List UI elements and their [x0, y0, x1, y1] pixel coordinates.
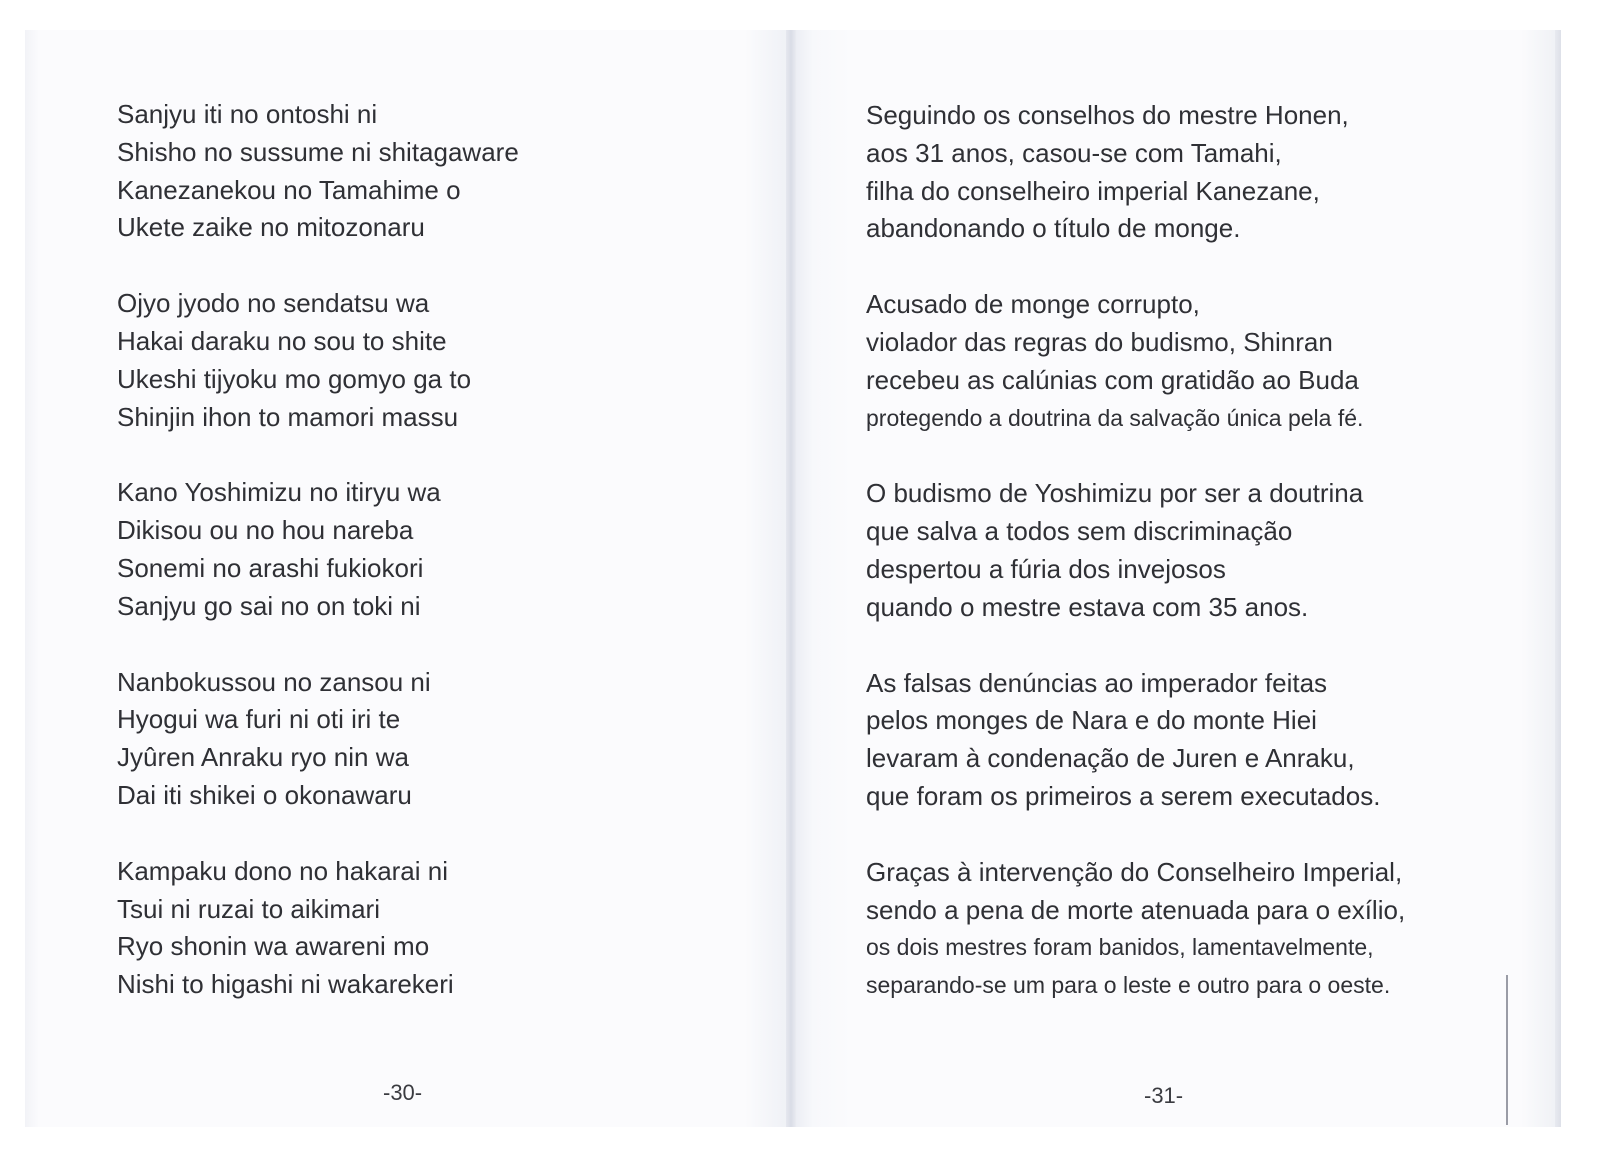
- verse-line: Dikisou ou no hou nareba: [117, 515, 414, 546]
- translation-line: As falsas denúncias ao imperador feitas: [866, 667, 1328, 698]
- verse-line: Nishi to higashi ni wakarekeri: [117, 969, 454, 1000]
- translation-line: recebeu as calúnias com gratidão ao Buda: [866, 364, 1359, 395]
- verse-line: Shinjin ihon to mamori massu: [117, 401, 459, 432]
- translation-stanza: [866, 97, 1556, 248]
- book-gutter: [786, 30, 796, 1127]
- verse-line: Shisho no sussume ni shitagaware: [117, 136, 519, 167]
- translation-line: os dois mestres foram banidos, lamentavelmente,: [866, 934, 1374, 961]
- verse-stanza: [117, 474, 757, 625]
- verse-stanza: [117, 664, 757, 815]
- verse-line: Sanjyu iti no ontoshi ni: [117, 99, 378, 129]
- verse-stanza: [117, 96, 757, 247]
- verse-line: Kampaku dono no hakarai ni: [117, 855, 449, 886]
- verse-line: Ryo shonin wa awareni mo: [117, 931, 430, 962]
- verse-stanza: [117, 285, 757, 436]
- translation-line: filha do conselheiro imperial Kanezane,: [866, 175, 1320, 206]
- verse-stanza: [117, 853, 757, 1004]
- translation-line: quando o mestre estava com 35 anos.: [866, 591, 1309, 622]
- page-number-right: -31-: [1144, 1083, 1184, 1108]
- verse-line: Ukeshi tijyoku mo gomyo ga to: [117, 363, 472, 394]
- translation-line: Seguindo os conselhos do mestre Honen,: [866, 100, 1349, 130]
- translation-line: protegendo a doutrina da salvação única pela fé.: [866, 404, 1364, 431]
- page-number-left: -30-: [383, 1080, 423, 1105]
- translation-line: despertou a fúria dos invejosos: [866, 553, 1226, 584]
- translation-line: Acusado de monge corrupto,: [866, 289, 1200, 320]
- translation-stanza: [866, 475, 1556, 626]
- verse-line: Kano Yoshimizu no itiryu wa: [117, 477, 441, 508]
- translation-line: separando-se um para o leste e outro para o oeste.: [866, 972, 1391, 999]
- translation-line: pelos monges de Nara e do monte Hiei: [866, 705, 1317, 736]
- translation-line: que salva a todos sem discriminação: [866, 516, 1293, 547]
- verse-line: Ukete zaike no mitozonaru: [117, 212, 425, 243]
- left-verses: [117, 96, 757, 1042]
- translation-line: violador das regras do budismo, Shinran: [866, 326, 1333, 357]
- verse-line: Sanjyu go sai no on toki ni: [117, 590, 421, 621]
- verse-line: Nanbokussou no zansou ni: [117, 666, 431, 697]
- translation-stanza: [866, 665, 1556, 816]
- verse-line: Ojyo jyodo no sendatsu wa: [117, 288, 430, 319]
- verse-line: Tsui ni ruzai to aikimari: [117, 893, 380, 924]
- translation-line: abandonando o título de monge.: [866, 213, 1241, 244]
- translation-line: sendo a pena de morte atenuada para o exílio,: [866, 894, 1406, 925]
- translation-stanza: [866, 286, 1556, 437]
- verse-line: Hakai daraku no sou to shite: [117, 325, 447, 356]
- verse-line: Jyûren Anraku ryo nin wa: [117, 742, 409, 773]
- verse-line: Hyogui wa furi ni oti iri te: [117, 704, 401, 735]
- verse-line: Sonemi no arashi fukiokori: [117, 552, 424, 583]
- translation-line: levaram à condenação de Juren e Anraku,: [866, 743, 1355, 774]
- translation-line: que foram os primeiros a serem executados.: [866, 780, 1381, 811]
- verse-line: Dai iti shikei o okonawaru: [117, 779, 412, 810]
- translation-line: O budismo de Yoshimizu por ser a doutrina: [866, 478, 1364, 509]
- translation-line: aos 31 anos, casou-se com Tamahi,: [866, 137, 1282, 168]
- translation-line: Graças à intervenção do Conselheiro Imperial,: [866, 856, 1403, 887]
- right-verses: [866, 97, 1556, 1043]
- verse-line: Kanezanekou no Tamahime o: [117, 174, 461, 205]
- translation-stanza: [866, 854, 1556, 1005]
